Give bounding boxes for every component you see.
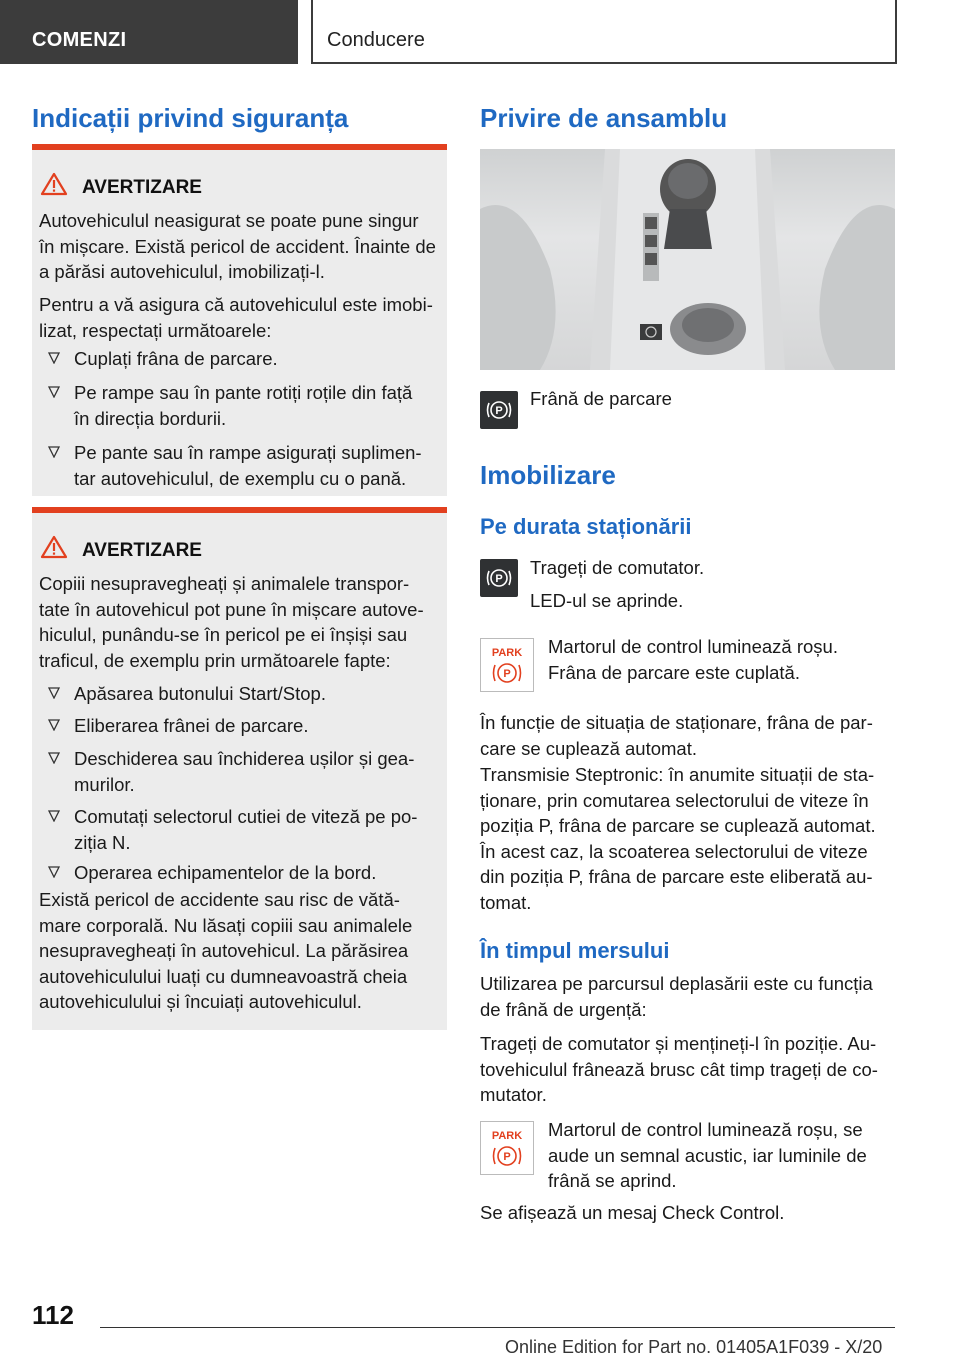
svg-text:P: P [495,405,503,417]
bullet-triangle-icon [48,719,60,731]
subsection-parking: Pe durata staționării [480,514,692,539]
warning-box-1 [32,144,447,496]
paragraph-hold-switch: Trageți de comutator și mențineți-l în poziție. Au- tovehiculul frânează brusc cât timp trageți de co- mutator. [480,1033,878,1105]
subsection-driving: În timpul mersului [480,938,670,963]
check-control-text: Se afișează un mesaj Check Control. [480,1202,785,1223]
park-warning-icon [480,1121,534,1175]
bullet-triangle-icon [48,810,60,822]
svg-text:P: P [503,668,511,680]
warning-label-1: AVERTIZARE [82,177,202,198]
list-item: Comutați selectorul cutiei de viteză pe po- ziția N. [74,804,417,855]
svg-text:PARK: PARK [491,1130,523,1142]
warning2-paragraph-1: Copiii nesupravegheați și animalele transpor- tate în autovehicul pot pune în mișcare autove- hiculul, punându-se în pericol pe ei înșiși sau traficul, de exemplu prin următoarele fapte: [39,573,424,671]
park-indicator-text-2: Martorul de control luminează roșu, se aude un semnal acustic, iar luminile de frână se aprind. [548,1119,867,1191]
warning1-paragraph-1: Autovehiculul neasigurat se poate pune singur în mișcare. Există pericol de accident. Înainte de a părăsi autovehiculul, imobilizați-l. [39,210,436,282]
warning-heading-1 [40,172,202,202]
list-item: Apăsarea butonului Start/Stop. [74,681,326,707]
bullet-triangle-icon [48,352,60,364]
header-section-tab [0,0,298,64]
warning-box-2 [32,507,447,1030]
warning-heading-2 [40,535,202,565]
overview-title: Privire de ansamblu [480,103,728,133]
list-item: Cuplați frâna de parcare. [74,346,278,372]
park-indicator-text-1: Martorul de control luminează roșu. Frâna de parcare este cuplată. [548,636,838,683]
safety-title: Indicații privind siguranța [32,103,349,133]
warning-triangle-icon [40,535,68,565]
list-item: Eliberarea frânei de parcare. [74,713,308,739]
section-immobilization: Imobilizare [480,460,616,490]
footer-divider [100,1327,895,1328]
warning2-paragraph-2: Există pericol de accidente sau risc de vătă- mare corporală. Nu lăsați copiii sau animalele nesupravegheați în autovehicul. La părăsirea autovehiculului luați cu dumneavoastră cheia autovehiculului și încuiați autovehiculul. [39,889,413,1012]
page-number: 112 [32,1300,74,1330]
bullet-triangle-icon [48,446,60,458]
pull-switch-text: Trageți de comutator. LED-ul se aprinde. [530,557,705,611]
list-item: Pe pante sau în rampe asigurați suplimen- tar autovehiculul, de exemplu cu o pană. [74,440,422,491]
list-item: Operarea echipamentelor de la bord. [74,860,376,886]
header-chapter-label: Conducere [327,29,425,51]
paragraph-emergency: Utilizarea pe parcursul deplasării este cu funcția de frână de urgență: [480,973,873,1020]
paragraph-auto-park: În funcție de situația de staționare, frâna de par- care se cuplează automat. [480,712,873,759]
svg-text:P: P [495,573,503,585]
parking-brake-icon [480,391,518,429]
list-item: Pe rampe sau în pante rotiți roțile din față în direcția bordurii. [74,380,412,431]
paragraph-steptronic: Transmisie Steptronic: în anumite situații de sta- ționare, prin comutarea selectorului de viteze în poziția P, frâna de parcare se cuplează automat. În acest caz, la scoaterea selectorului de viteze din poziția P, frâna de parcare este eliberată au- tomat. [480,764,876,913]
bullet-triangle-icon [48,866,60,878]
center-console-photo [480,149,895,370]
list-item: Deschiderea sau închiderea ușilor și gea- murilor. [74,746,414,797]
svg-text:PARK: PARK [491,647,523,659]
warning-triangle-icon [40,172,68,202]
svg-text:P: P [503,1151,511,1163]
parking-brake-icon [480,559,518,597]
bullet-triangle-icon [48,752,60,764]
footer-edition: Online Edition for Part no. 01405A1F039 - X/20 [505,1337,883,1357]
warning1-paragraph-2: Pentru a vă asigura că autovehiculul este imobi- lizat, respectați următoarele: [39,294,433,341]
header-chapter-tab [311,0,897,64]
header-section-label: COMENZI [32,29,127,51]
bullet-triangle-icon [48,386,60,398]
warning-label-2: AVERTIZARE [82,540,202,561]
photo-caption: Frână de parcare [530,388,672,409]
bullet-triangle-icon [48,687,60,699]
park-warning-icon [480,638,534,692]
